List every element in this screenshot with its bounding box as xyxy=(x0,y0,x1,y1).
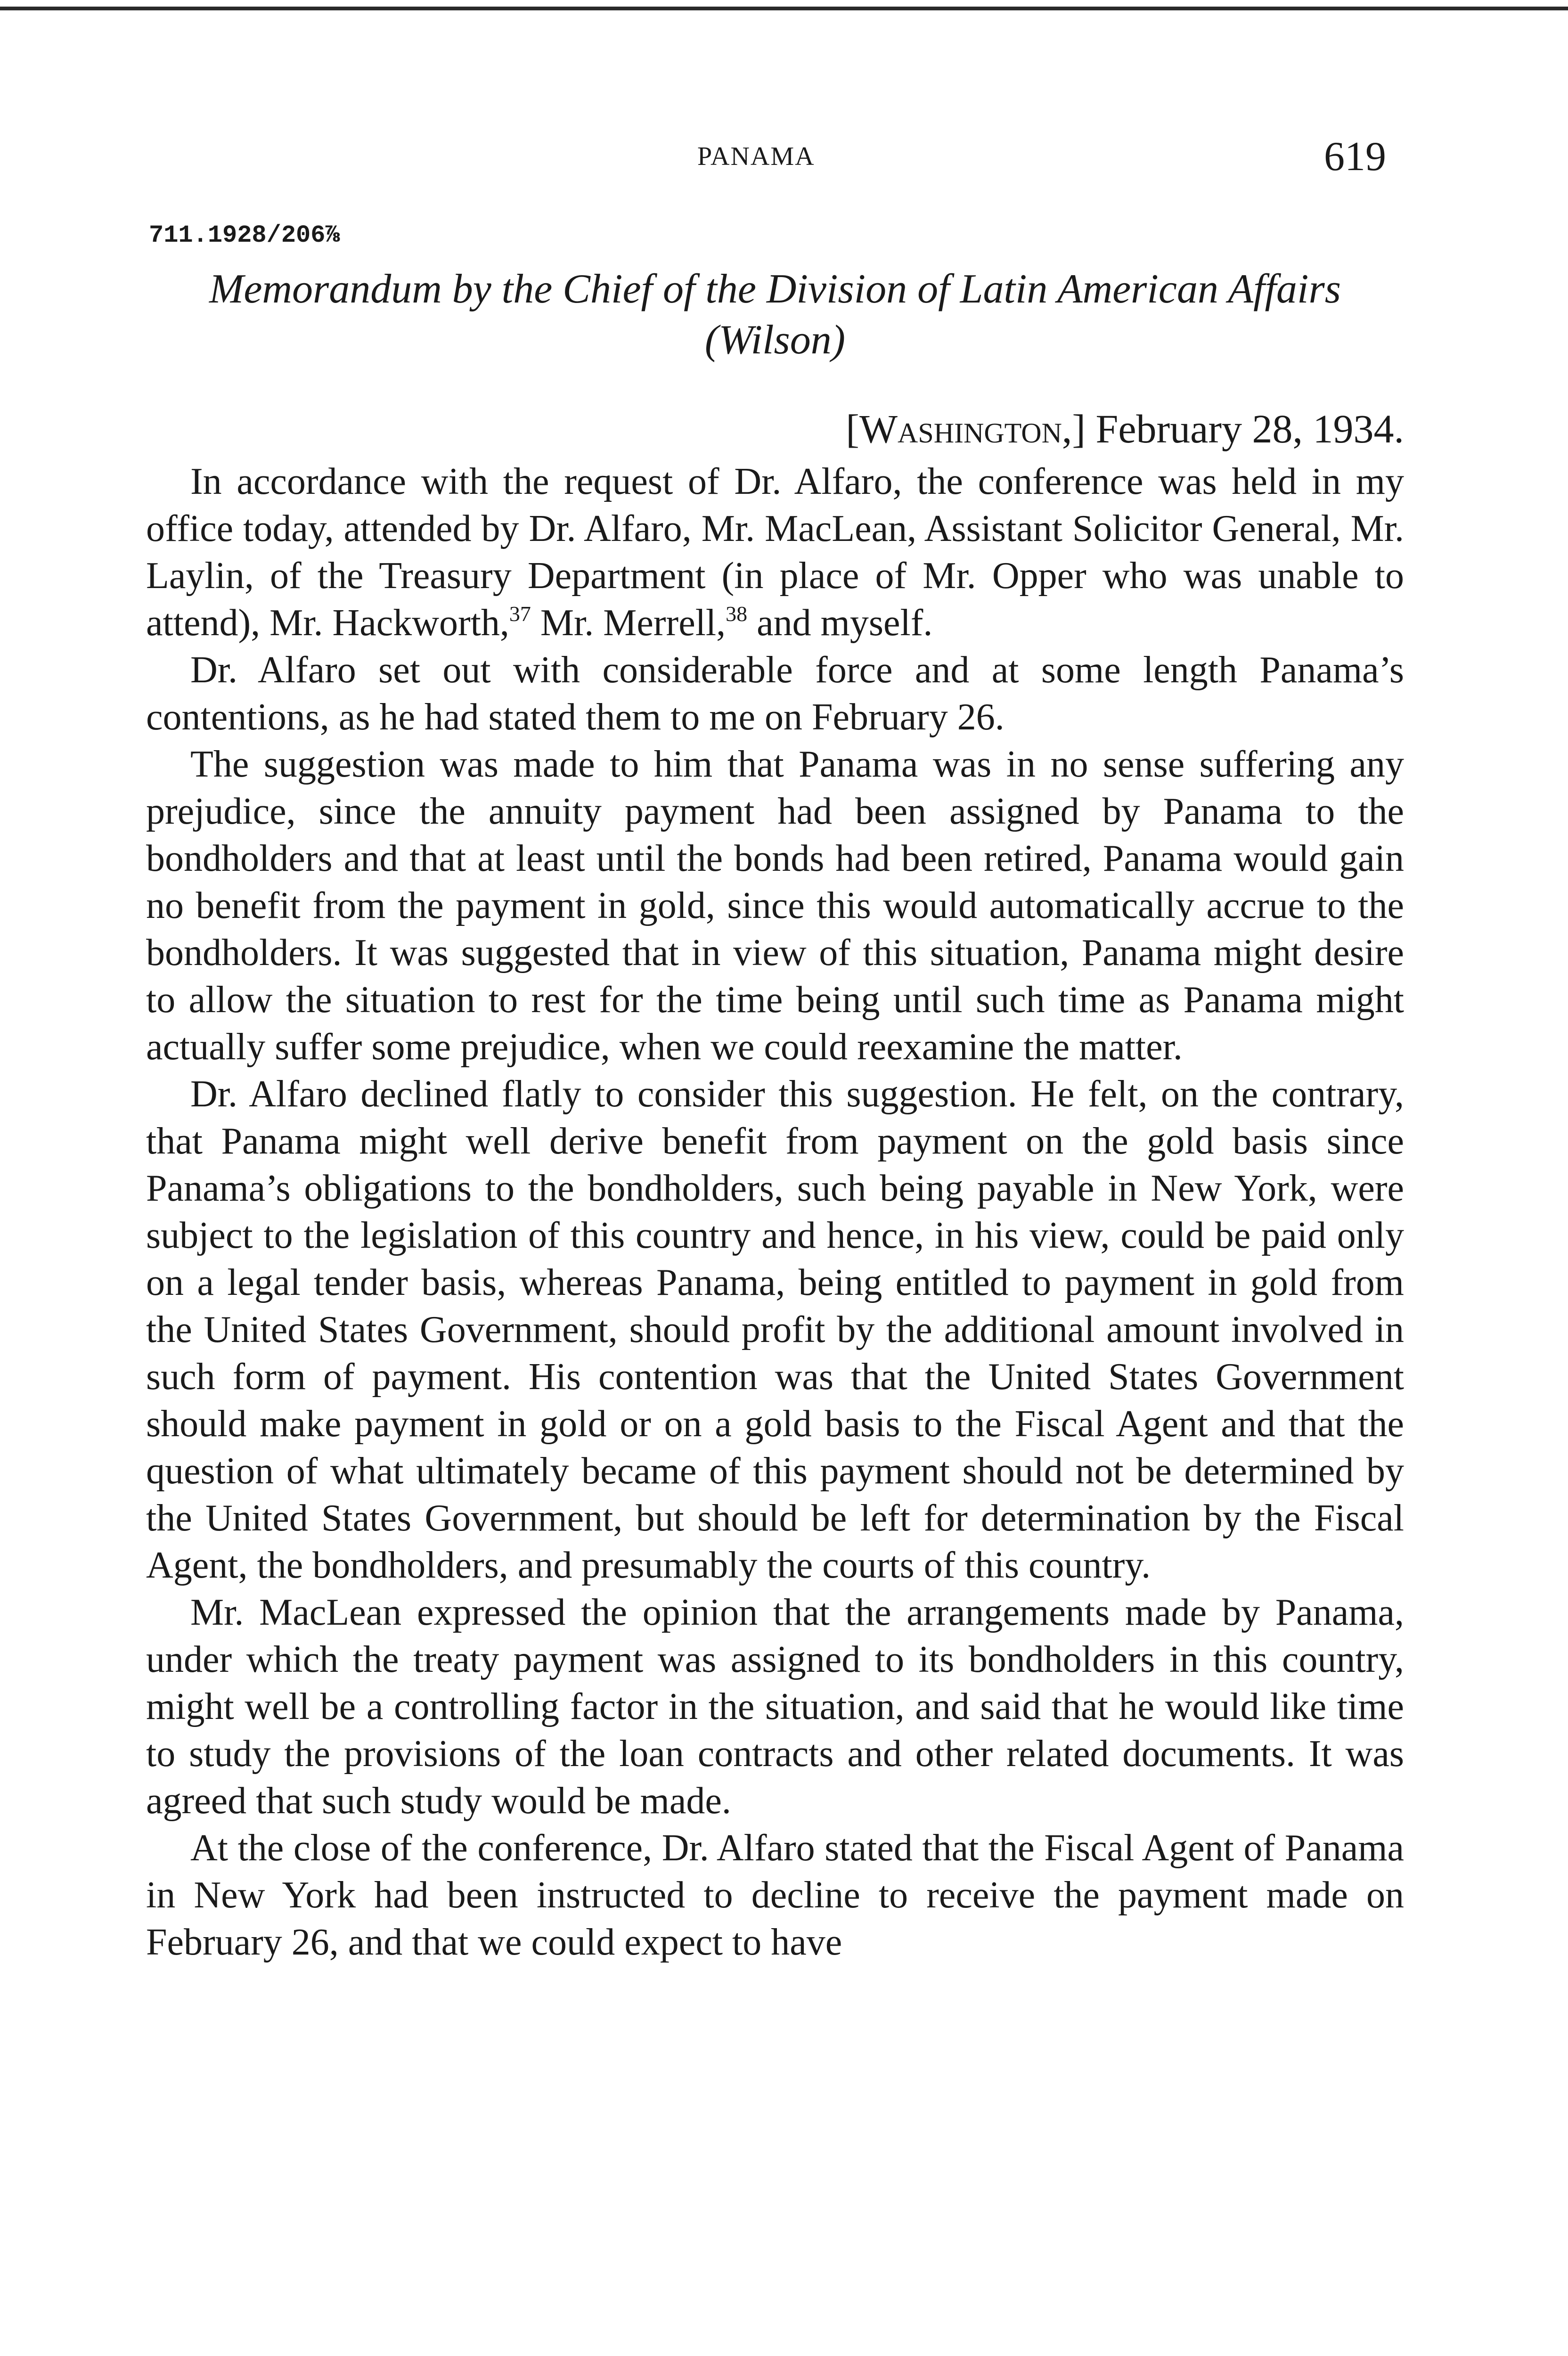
paragraph xyxy=(146,458,1404,646)
memorandum-body xyxy=(146,458,1404,1966)
paragraph: Dr. Alfaro set out with considerable force and at some length Panama’s contentions, as he had stated them to me on February 26. xyxy=(146,649,1404,738)
dateline-place: [Washington,] xyxy=(846,406,1086,451)
paragraph-text: and myself. xyxy=(747,602,933,644)
dateline-date: February 28, 1934. xyxy=(1095,406,1404,451)
footnote-ref: 38 xyxy=(726,602,748,626)
document-title-line: Memorandum by the Chief of the Division of Latin American Affairs xyxy=(209,266,1341,312)
document-title-author: (Wilson) xyxy=(704,317,846,363)
dateline xyxy=(735,405,1404,452)
paragraph-text: Mr. Merrell, xyxy=(531,602,726,644)
file-number: 711.1928/206⅞ xyxy=(149,221,340,249)
footnote-ref: 37 xyxy=(509,602,531,626)
document-title xyxy=(146,264,1404,366)
paragraph: Mr. MacLean expressed the opinion that the arrangements made by Panama, under which the treaty payment was assigned to its bondholders in this country, might well be a controlling factor in the situation, and said that he would like time to study the provisions of the loan contracts and other related documents. It was agreed that such study would be made. xyxy=(146,1592,1404,1822)
running-head: PANAMA xyxy=(697,142,815,171)
top-border-rule xyxy=(0,7,1568,10)
page-number: 619 xyxy=(1324,134,1386,180)
paragraph-text: In accordance with the request of Dr. Alfaro, the conference was held in my office today, attended by Dr. Alfaro, Mr. MacLean, Assistant Solicitor General, Mr. Laylin, of the Treasury Department (in place of Mr. Opper who was unable to attend), Mr. Hackworth, xyxy=(146,461,1404,644)
paragraph: Dr. Alfaro declined flatly to consider this suggestion. He felt, on the contrary, that Panama might well derive benefit from payment on the gold basis since Panama’s obligations to the bondholders, such being payable in New York, were subject to the legislation of this country and hence, in his view, could be paid only on a legal tender basis, whereas Panama, being entitled to payment in gold from the United States Government, should profit by the additional amount involved in such form of payment. His contention was that the United States Government should make payment in gold or on a gold basis to the Fiscal Agent and that the question of what ultimately became of this payment should not be determined by the United States Government, but should be left for determination by the Fiscal Agent, the bondholders, and presumably the courts of this country. xyxy=(146,1073,1404,1586)
paragraph: The suggestion was made to him that Panama was in no sense suffering any prejudice, since the annuity payment had been assigned by Panama to the bondholders and that at least until the bonds had been retired, Panama would gain no benefit from the payment in gold, since this would automatically accrue to the bondholders. It was suggested that in view of this situation, Panama might desire to allow the situation to rest for the time being until such time as Panama might actually suffer some prejudice, when we could reexamine the matter. xyxy=(146,744,1404,1068)
paragraph: At the close of the conference, Dr. Alfaro stated that the Fiscal Agent of Panama in New York had been instructed to decline to receive the payment made on February 26, and that we could expect to have xyxy=(146,1827,1404,1963)
